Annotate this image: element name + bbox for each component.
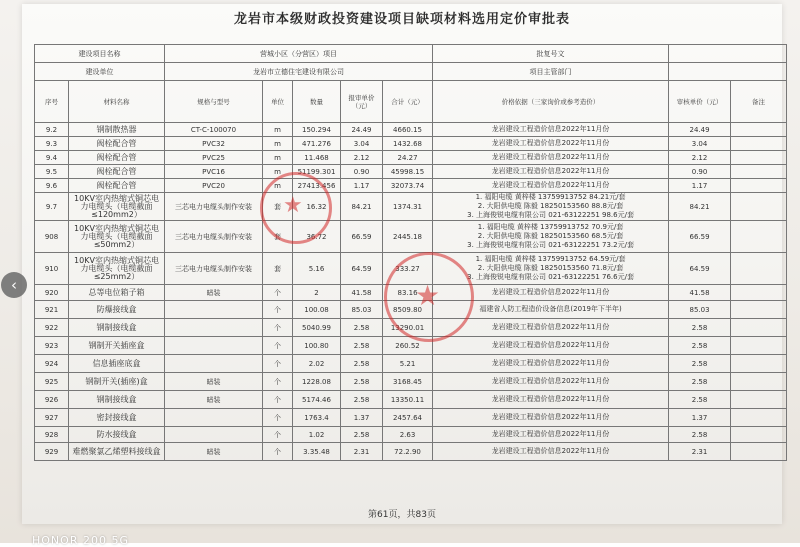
- row-qty: 1228.08: [293, 373, 341, 391]
- row-approved-price: 2.58: [669, 373, 731, 391]
- row-remark: [731, 285, 787, 301]
- camera-watermark: HONOR 200 5G: [32, 534, 129, 547]
- row-no: 910: [35, 253, 69, 285]
- row-price-source: 福建省人防工程造价设备信息(2019年下半年): [433, 301, 669, 319]
- row-material: 阀栓配合管: [69, 179, 165, 193]
- table-row: [35, 221, 787, 253]
- row-qty: 150.294: [293, 123, 341, 137]
- row-qty: 16.32: [293, 193, 341, 221]
- row-spec: PVC16: [165, 165, 263, 179]
- table-row: [35, 193, 787, 221]
- row-material: 阀栓配合管: [69, 165, 165, 179]
- row-qty: 471.276: [293, 137, 341, 151]
- col-remark: 备注: [731, 81, 787, 123]
- row-material: 难燃聚氯乙烯塑料接线盒: [69, 443, 165, 461]
- row-no: 929: [35, 443, 69, 461]
- row-price-source: 1. 福阳电缆 黄梓楼 13759913752 70.9元/套 2. 大阳供电缆 陈毅 18250153560 68.5元/套 3. 上海俊锐电缆有限公司 021-63122251 73.2元/套: [433, 221, 669, 253]
- row-total: 72.2.90: [383, 443, 433, 461]
- row-remark: [731, 427, 787, 443]
- row-remark: [731, 373, 787, 391]
- row-total: 2445.18: [383, 221, 433, 253]
- row-unit: 个: [263, 285, 293, 301]
- row-approved-price: 2.58: [669, 319, 731, 337]
- row-unit-price: 2.58: [341, 355, 383, 373]
- row-no: 922: [35, 319, 69, 337]
- row-qty: 5.16: [293, 253, 341, 285]
- row-approved-price: 2.58: [669, 391, 731, 409]
- approval-no-label: 批复号文: [433, 45, 669, 63]
- row-remark: [731, 179, 787, 193]
- row-qty: 3.35.48: [293, 443, 341, 461]
- row-qty: 36.72: [293, 221, 341, 253]
- row-qty: 100.08: [293, 301, 341, 319]
- col-qty: 数量: [293, 81, 341, 123]
- row-approved-price: 2.58: [669, 337, 731, 355]
- row-approved-price: 41.58: [669, 285, 731, 301]
- row-total: 5.21: [383, 355, 433, 373]
- row-unit: 个: [263, 391, 293, 409]
- row-no: 926: [35, 391, 69, 409]
- row-unit-price: 2.58: [341, 391, 383, 409]
- row-unit-price: 1.37: [341, 409, 383, 427]
- row-material: 钢制开关(插座)盒: [69, 373, 165, 391]
- row-no: 908: [35, 221, 69, 253]
- row-no: 923: [35, 337, 69, 355]
- table-row: [35, 179, 787, 193]
- row-no: 9.5: [35, 165, 69, 179]
- row-unit-price: 3.04: [341, 137, 383, 151]
- dept-value: [669, 63, 787, 81]
- row-unit: 个: [263, 337, 293, 355]
- row-qty: 100.80: [293, 337, 341, 355]
- company-seal-left: ★: [260, 172, 332, 244]
- row-spec: 暗装: [165, 373, 263, 391]
- row-price-source: 龙岩建设工程造价信息2022年11月份: [433, 409, 669, 427]
- unit-label: 建设单位: [35, 63, 165, 81]
- col-total: 合计（元）: [383, 81, 433, 123]
- row-approved-price: 24.49: [669, 123, 731, 137]
- column-header-row: [35, 81, 787, 123]
- page-number: 第61页，共83页: [368, 510, 436, 520]
- row-spec: [165, 319, 263, 337]
- document-title: 龙岩市本级财政投资建设项目缺项材料选用定价审批表: [233, 12, 570, 27]
- row-material: 密封接线盒: [69, 409, 165, 427]
- row-unit-price: 24.49: [341, 123, 383, 137]
- table-row: [35, 165, 787, 179]
- row-qty: 5040.99: [293, 319, 341, 337]
- row-price-source: 龙岩建设工程造价信息2022年11月份: [433, 179, 669, 193]
- row-material: 钢制接线盒: [69, 319, 165, 337]
- row-unit: 个: [263, 301, 293, 319]
- unit-value: 龙岩市立德住宅建设有限公司: [165, 63, 433, 81]
- previous-page-button[interactable]: ‹: [1, 272, 27, 298]
- row-total: 24.27: [383, 151, 433, 165]
- row-no: 928: [35, 427, 69, 443]
- table-row: [35, 373, 787, 391]
- row-unit: m: [263, 123, 293, 137]
- row-no: 9.7: [35, 193, 69, 221]
- row-material: 信息插座底盒: [69, 355, 165, 373]
- row-approved-price: 2.31: [669, 443, 731, 461]
- row-approved-price: 1.37: [669, 409, 731, 427]
- row-unit: 套: [263, 221, 293, 253]
- row-material: 10KV室内热缩式铜芯电力电缆头（电缆截面≤50mm2）: [69, 221, 165, 253]
- row-unit-price: 2.58: [341, 373, 383, 391]
- col-price-source: 价格依据（三家询价或参考造价）: [433, 81, 669, 123]
- row-price-source: 龙岩建设工程造价信息2022年11月份: [433, 319, 669, 337]
- row-spec: [165, 427, 263, 443]
- project-name-value: 营城小区（分营区）项目: [165, 45, 433, 63]
- table-row: [35, 427, 787, 443]
- approval-no-value: [669, 45, 787, 63]
- row-material: 防爆接线盒: [69, 301, 165, 319]
- row-remark: [731, 165, 787, 179]
- row-unit-price: 64.59: [341, 253, 383, 285]
- row-approved-price: 1.17: [669, 179, 731, 193]
- row-price-source: 龙岩建设工程造价信息2022年11月份: [433, 373, 669, 391]
- row-approved-price: 66.59: [669, 221, 731, 253]
- row-unit-price: 2.58: [341, 319, 383, 337]
- table-row: [35, 355, 787, 373]
- row-spec: PVC32: [165, 137, 263, 151]
- row-total: 8509.80: [383, 301, 433, 319]
- table-row: [35, 123, 787, 137]
- company-seal-center: ★: [384, 252, 474, 342]
- row-unit-price: 2.31: [341, 443, 383, 461]
- row-approved-price: 2.58: [669, 427, 731, 443]
- row-unit: 个: [263, 443, 293, 461]
- row-price-source: 龙岩建设工程造价信息2022年11月份: [433, 427, 669, 443]
- row-spec: CT-C-100070: [165, 123, 263, 137]
- row-no: 924: [35, 355, 69, 373]
- col-approved-price: 审核单价（元）: [669, 81, 731, 123]
- row-remark: [731, 123, 787, 137]
- row-remark: [731, 337, 787, 355]
- row-unit: 个: [263, 373, 293, 391]
- row-total: 83.16: [383, 285, 433, 301]
- row-price-source: 1. 福阳电缆 黄梓楼 13759913752 64.59元/套 2. 大阳供电缆 陈毅 18250153560 71.8元/套 3. 上海俊锐电缆有限公司 021-63122251 76.6元/套: [433, 253, 669, 285]
- row-price-source: 龙岩建设工程造价信息2022年11月份: [433, 355, 669, 373]
- row-material: 钢制散热器: [69, 123, 165, 137]
- row-remark: [731, 137, 787, 151]
- row-price-source: 龙岩建设工程造价信息2022年11月份: [433, 443, 669, 461]
- table-row: [35, 151, 787, 165]
- row-qty: 27413.456: [293, 179, 341, 193]
- row-price-source: 龙岩建设工程造价信息2022年11月份: [433, 165, 669, 179]
- row-qty: 11.468: [293, 151, 341, 165]
- row-unit-price: 2.58: [341, 427, 383, 443]
- row-qty: 1763.4: [293, 409, 341, 427]
- project-name-label: 建设项目名称: [35, 45, 165, 63]
- table-row: [35, 137, 787, 151]
- row-total: 45998.15: [383, 165, 433, 179]
- row-remark: [731, 193, 787, 221]
- row-spec: 暗装: [165, 391, 263, 409]
- row-no: 9.6: [35, 179, 69, 193]
- row-spec: PVC25: [165, 151, 263, 165]
- row-qty: 51199.301: [293, 165, 341, 179]
- row-total: 2457.64: [383, 409, 433, 427]
- row-material: 阀栓配合管: [69, 151, 165, 165]
- row-no: 927: [35, 409, 69, 427]
- row-spec: [165, 409, 263, 427]
- row-remark: [731, 319, 787, 337]
- row-unit: 套: [263, 253, 293, 285]
- row-price-source: 龙岩建设工程造价信息2022年11月份: [433, 123, 669, 137]
- row-price-source: 龙岩建设工程造价信息2022年11月份: [433, 285, 669, 301]
- row-unit: 个: [263, 409, 293, 427]
- row-spec: 暗装: [165, 285, 263, 301]
- row-unit-price: 41.58: [341, 285, 383, 301]
- row-no: 9.4: [35, 151, 69, 165]
- row-unit: 个: [263, 427, 293, 443]
- col-material: 材料名称: [69, 81, 165, 123]
- row-unit: m: [263, 179, 293, 193]
- row-unit-price: 1.17: [341, 179, 383, 193]
- row-total: 2.63: [383, 427, 433, 443]
- row-remark: [731, 221, 787, 253]
- row-approved-price: 64.59: [669, 253, 731, 285]
- row-spec: [165, 337, 263, 355]
- document-sheet: [22, 4, 782, 524]
- col-spec: 规格与型号: [165, 81, 263, 123]
- row-spec: 三芯电力电缆头制作安装: [165, 221, 263, 253]
- table-row: [35, 337, 787, 355]
- row-total: 1432.68: [383, 137, 433, 151]
- row-qty: 1.02: [293, 427, 341, 443]
- row-material: 总等电位箱子箱: [69, 285, 165, 301]
- table-row: [35, 391, 787, 409]
- row-no: 9.3: [35, 137, 69, 151]
- row-unit-price: 84.21: [341, 193, 383, 221]
- row-remark: [731, 301, 787, 319]
- row-total: 4660.15: [383, 123, 433, 137]
- col-unit: 单位: [263, 81, 293, 123]
- row-remark: [731, 391, 787, 409]
- row-no: 9.2: [35, 123, 69, 137]
- row-material: 钢制接线盒: [69, 391, 165, 409]
- row-approved-price: 3.04: [669, 137, 731, 151]
- row-unit-price: 0.90: [341, 165, 383, 179]
- row-total: 32073.74: [383, 179, 433, 193]
- row-price-source: 龙岩建设工程造价信息2022年11月份: [433, 137, 669, 151]
- row-total: 1374.31: [383, 193, 433, 221]
- row-approved-price: 2.58: [669, 355, 731, 373]
- row-unit: m: [263, 151, 293, 165]
- row-unit: 个: [263, 319, 293, 337]
- row-unit-price: 66.59: [341, 221, 383, 253]
- row-price-source: 龙岩建设工程造价信息2022年11月份: [433, 391, 669, 409]
- row-qty: 2: [293, 285, 341, 301]
- row-material: 10KV室内热缩式铜芯电力电缆头（电缆截面≤25mm2）: [69, 253, 165, 285]
- row-remark: [731, 409, 787, 427]
- row-unit-price: 2.12: [341, 151, 383, 165]
- table-row: [35, 443, 787, 461]
- col-unit-price: 报审单价（元）: [341, 81, 383, 123]
- row-material: 10KV室内热缩式铜芯电力电缆头（电缆截面≤120mm2）: [69, 193, 165, 221]
- row-remark: [731, 253, 787, 285]
- row-price-source: 龙岩建设工程造价信息2022年11月份: [433, 151, 669, 165]
- row-unit-price: 85.03: [341, 301, 383, 319]
- row-no: 920: [35, 285, 69, 301]
- row-unit: m: [263, 165, 293, 179]
- row-qty: 5174.46: [293, 391, 341, 409]
- row-total: 333.27: [383, 253, 433, 285]
- table-row: [35, 409, 787, 427]
- row-total: 13290.01: [383, 319, 433, 337]
- row-no: 925: [35, 373, 69, 391]
- row-unit: m: [263, 137, 293, 151]
- row-remark: [731, 443, 787, 461]
- row-spec: 三芯电力电缆头制作安装: [165, 193, 263, 221]
- row-total: 260.52: [383, 337, 433, 355]
- row-unit-price: 2.58: [341, 337, 383, 355]
- row-spec: [165, 355, 263, 373]
- row-price-source: 龙岩建设工程造价信息2022年11月份: [433, 337, 669, 355]
- pricing-table: [34, 44, 787, 461]
- row-unit: 套: [263, 193, 293, 221]
- row-remark: [731, 355, 787, 373]
- row-spec: 三芯电力电缆头制作安装: [165, 253, 263, 285]
- row-no: 921: [35, 301, 69, 319]
- row-material: 阀栓配合管: [69, 137, 165, 151]
- row-total: 13350.11: [383, 391, 433, 409]
- dept-label: 项目主管部门: [433, 63, 669, 81]
- row-material: 防水接线盒: [69, 427, 165, 443]
- row-approved-price: 2.12: [669, 151, 731, 165]
- row-qty: 2.02: [293, 355, 341, 373]
- row-unit: 个: [263, 355, 293, 373]
- row-spec: [165, 301, 263, 319]
- row-price-source: 1. 福阳电缆 黄梓楼 13759913752 84.21元/套 2. 大阳供电缆 陈毅 18250153560 88.8元/套 3. 上海俊锐电缆有限公司 021-63122251 98.6元/套: [433, 193, 669, 221]
- row-spec: 暗装: [165, 443, 263, 461]
- row-approved-price: 84.21: [669, 193, 731, 221]
- col-no: 序号: [35, 81, 69, 123]
- row-spec: PVC20: [165, 179, 263, 193]
- row-approved-price: 85.03: [669, 301, 731, 319]
- row-remark: [731, 151, 787, 165]
- row-total: 3168.45: [383, 373, 433, 391]
- row-approved-price: 0.90: [669, 165, 731, 179]
- row-material: 钢制开关插座盒: [69, 337, 165, 355]
